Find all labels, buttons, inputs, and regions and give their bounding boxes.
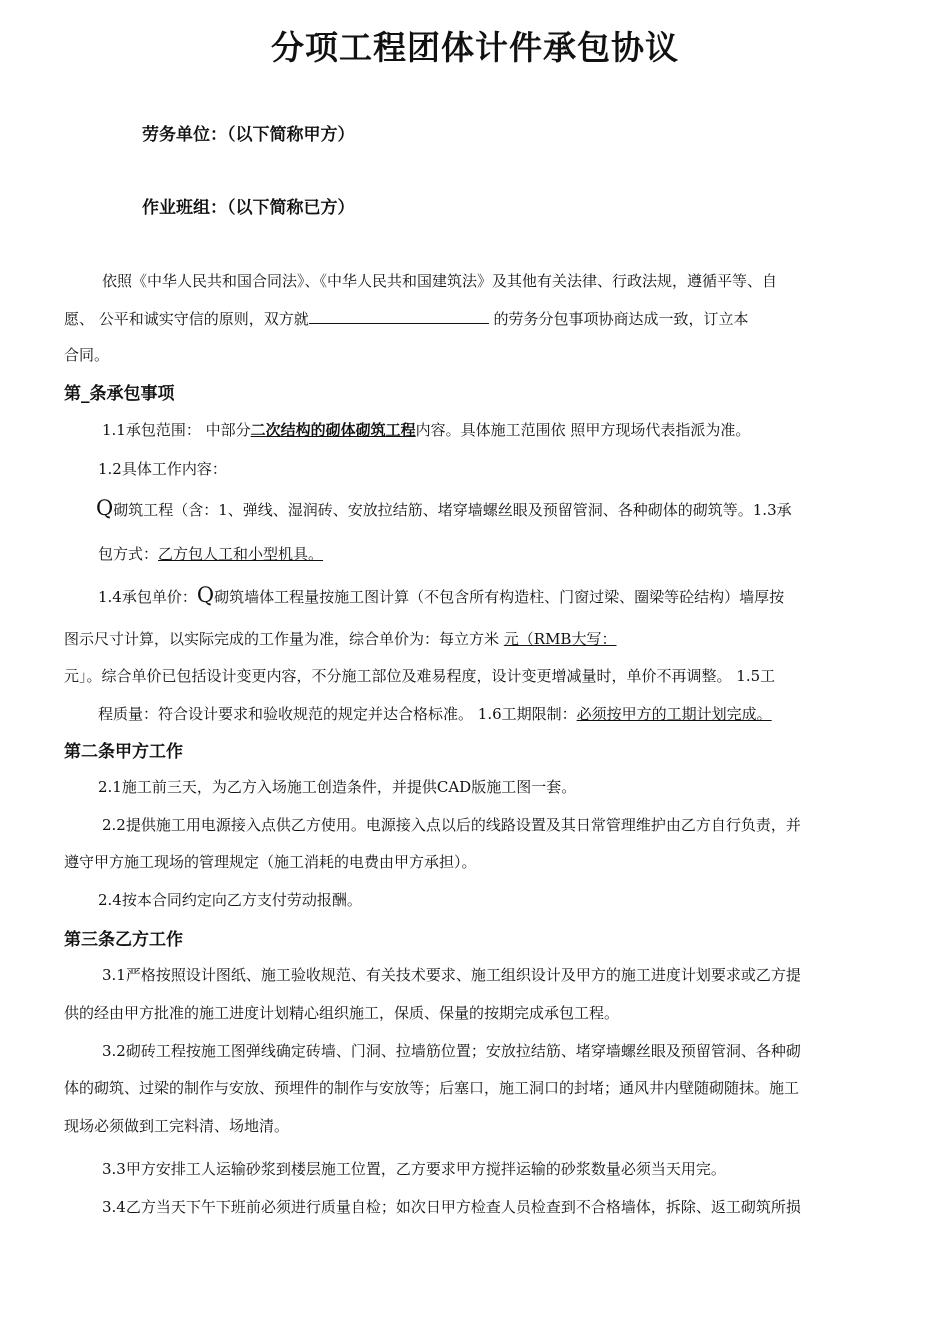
clause-2-4: 2.4按本合同约定向乙方支付劳动报酬。 [98, 891, 362, 909]
party-a-line: 劳务单位：（以下简称甲方） [142, 125, 355, 145]
clause-1-4-body: 砌筑墙体工程量按施工图计算（不包含所有构造柱、门窗过梁、圈梁等砼结构）墙厚按 [214, 588, 785, 606]
clause-1-2-marker: Q [96, 496, 114, 520]
clause-3-3: 3.3甲方安排工人运输砂浆到楼层施工位置，乙方要求甲方搅拌运输的砂浆数量必须当天用完。 [102, 1160, 726, 1178]
clause-1-1 [102, 419, 750, 440]
clause-1-2-content [96, 496, 792, 520]
clause-3-1-line-1: 3.1严格按照设计图纸、施工验收规范、有关技术要求、施工组织设计及甲方的施工进度计划要求或乙方提 [102, 966, 801, 984]
clause-3-4: 3.4乙方当天下午下班前必须进行质量自检；如次日甲方检查人员检查到不合格墙体，拆除、返工砌筑所损 [102, 1198, 801, 1216]
intro-line-1: 依照《中华人民共和国合同法》、《中华人民共和国建筑法》及其他有关法律、行政法规，遵循平等、自 [102, 272, 778, 290]
intro-line-2 [64, 308, 749, 329]
clause-1-1-scope: 二次结构的砌体砌筑工程 [250, 421, 416, 439]
clause-1-4-price-text: 图示尺寸计算，以实际完成的工作量为准，综合单价为：每立方米 [64, 630, 504, 648]
clause-3-2-line-3: 现场必须做到工完料清、场地清。 [64, 1117, 290, 1135]
party-b-line: 作业班组：（以下简称已方） [142, 198, 355, 218]
section-3-heading: 第三条乙方工作 [64, 930, 183, 950]
clause-1-2: 1.2具体工作内容： [98, 460, 227, 478]
clause-1-2-text: 砌筑工程（含：1、弹线、湿润砖、安放拉结筋、堵穿墙螺丝眼及预留管洞、各种砌体的砌筑等。1.3承 [113, 501, 792, 519]
clause-2-1: 2.1施工前三天，为乙方入场施工创造条件，并提供CAD版施工图一套。 [98, 778, 577, 796]
clause-2-2-line-1: 2.2提供施工用电源接入点供乙方使用。电源接入点以后的线路设置及其日常管理维护由乙方自行负责，并 [102, 816, 801, 834]
section-2-heading: 第二条甲方工作 [64, 742, 183, 762]
clause-1-1-text: 1.1承包范围： 中部分 [102, 421, 251, 439]
clause-2-2-line-2: 遵守甲方施工现场的管理规定（施工消耗的电费由甲方承担）。 [64, 853, 477, 871]
clause-1-4 [98, 583, 784, 607]
section-1-heading: 第_条承包事项 [64, 384, 175, 404]
project-name-blank [309, 309, 489, 324]
clause-1-4-line-2 [64, 628, 616, 649]
clause-3-2-line-2: 体的砌筑、过梁的制作与安放、预埋件的制作与安放等；后塞口，施工洞口的封堵；通风井内壁随砌随抹。施工 [64, 1079, 800, 1097]
intro-line-2-tail: 的劳务分包事项协商达成一致，订立本 [488, 310, 749, 328]
clause-1-3 [98, 543, 323, 564]
clause-1-4-line-3: 元」。综合单价已包括设计变更内容，不分施工部位及难易程度，设计变更增减量时，单价不再调整。 1.5工 [64, 667, 776, 685]
document-title: 分项工程团体计件承包协议 [271, 28, 679, 67]
clause-1-4-price-blank: 元（RMB大写： [503, 630, 617, 648]
clause-1-1-tail: 内容。具体施工范围依 照甲方现场代表指派为准。 [415, 421, 751, 439]
clause-3-1-line-2: 供的经由甲方批准的施工进度计划精心组织施工，保质、保量的按期完成承包工程。 [64, 1004, 620, 1022]
clause-3-2-line-1: 3.2砌砖工程按施工图弹线确定砖墙、门洞、拉墙筋位置；安放拉结筋、堵穿墙螺丝眼及预留管洞、各种砌 [102, 1042, 801, 1060]
clause-1-3-text: 包方式： [98, 545, 159, 563]
intro-line-3: 合同。 [64, 346, 110, 364]
clause-1-6-deadline: 必须按甲方的工期计划完成。 [576, 705, 772, 723]
clause-1-5 [98, 703, 772, 724]
clause-1-3-method: 乙方包人工和小型机具。 [158, 545, 324, 563]
clause-1-4-text: 1.4承包单价： [98, 588, 197, 606]
clause-1-4-marker: Q [196, 583, 215, 607]
clause-1-5-text: 程质量：符合设计要求和验收规范的规定并达合格标准。 1.6工期限制： [98, 705, 577, 723]
intro-line-2-text: 愿、 公平和诚实守信的原则，双方就 [64, 310, 309, 328]
